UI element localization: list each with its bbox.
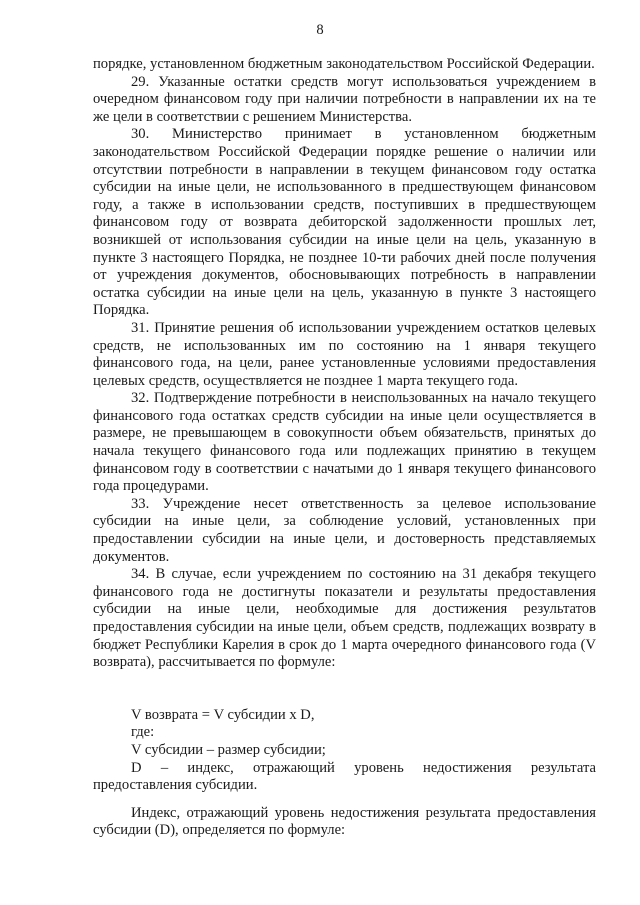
paragraph-33: 33. Учреждение несет ответственность за целевое использование субсидии на иные цели, за соблюдение условий, установленных при предоставлении субсидии на иные цели, и достоверность представляемых документов. bbox=[93, 495, 596, 565]
paragraph-29: 29. Указанные остатки средств могут использоваться учреждением в очередном финансовом году при наличии потребности в направлении их на те же цели в соответствии с решением Министерства. bbox=[93, 73, 596, 125]
paragraph-32: 32. Подтверждение потребности в неиспользованных на начало текущего финансового года остатках средств субсидии на иные цели осуществляется в размере, не превышающем в совокупности объем обязательств, принятых до начала текущего финансового года или подлежащих принятию в текущем финансовом году в соответствии с начатыми до 1 января текущего финансового года процедурами. bbox=[93, 390, 596, 495]
paragraph-index-definition: Индекс, отражающий уровень недостижения результата предоставления субсидии (D), определяется по формуле: bbox=[93, 804, 596, 839]
paragraph-continuation: порядке, установленном бюджетным законодательством Российской Федерации. bbox=[93, 56, 595, 72]
formula-v-definition: V субсидии – размер субсидии; bbox=[131, 741, 326, 758]
paragraph-31: 31. Принятие решения об использовании учреждением остатков целевых средств, не использованных им по состоянию на 1 января текущего финансового года, на цели, ранее установленные условиями предоставления целевых средств, осуществляется не позднее 1 марта текущего года. bbox=[93, 319, 596, 389]
formula-where: где: bbox=[131, 724, 155, 741]
page-number: 8 bbox=[316, 22, 324, 38]
document-body bbox=[93, 56, 596, 840]
paragraph-34: 34. В случае, если учреждением по состоянию на 31 декабря текущего финансового года не достигнуты показатели и результаты предоставления субсидии на иные цели, необходимые для достижения результатов предоставления субсидии на иные цели, объем средств, подлежащих возврату в бюджет Республики Карелия в срок до 1 марта очередного финансового года (V возврата), рассчитывается по формуле: bbox=[93, 566, 596, 671]
spacer bbox=[93, 672, 596, 707]
formula-d-definition: D – индекс, отражающий уровень недостижения результата предоставления субсидии. bbox=[93, 759, 596, 794]
formula-expression: V возврата = V субсидии x D, bbox=[131, 706, 315, 723]
paragraph-30: 30. Министерство принимает в установленном бюджетным законодательством Российской Федерации порядке решение о наличии или отсутствии потребности в направлении в текущем финансовом году остатка субсидии на иные цели, не использованного в предшествующем финансовом году, а также в использовании средств, поступивших в предшествующем финансовом году от возврата дебиторской задолженности прошлых лет, возникшей от использования субсидии на иные цели на цель, указанную в пункте 3 настоящего Порядка, не позднее 10-ти рабочих дней после получения от учреждения документов, обосновывающих потребность в направлении остатка субсидии на иные цели на цель, указанную в пункте 3 настоящего Порядка. bbox=[93, 126, 596, 319]
